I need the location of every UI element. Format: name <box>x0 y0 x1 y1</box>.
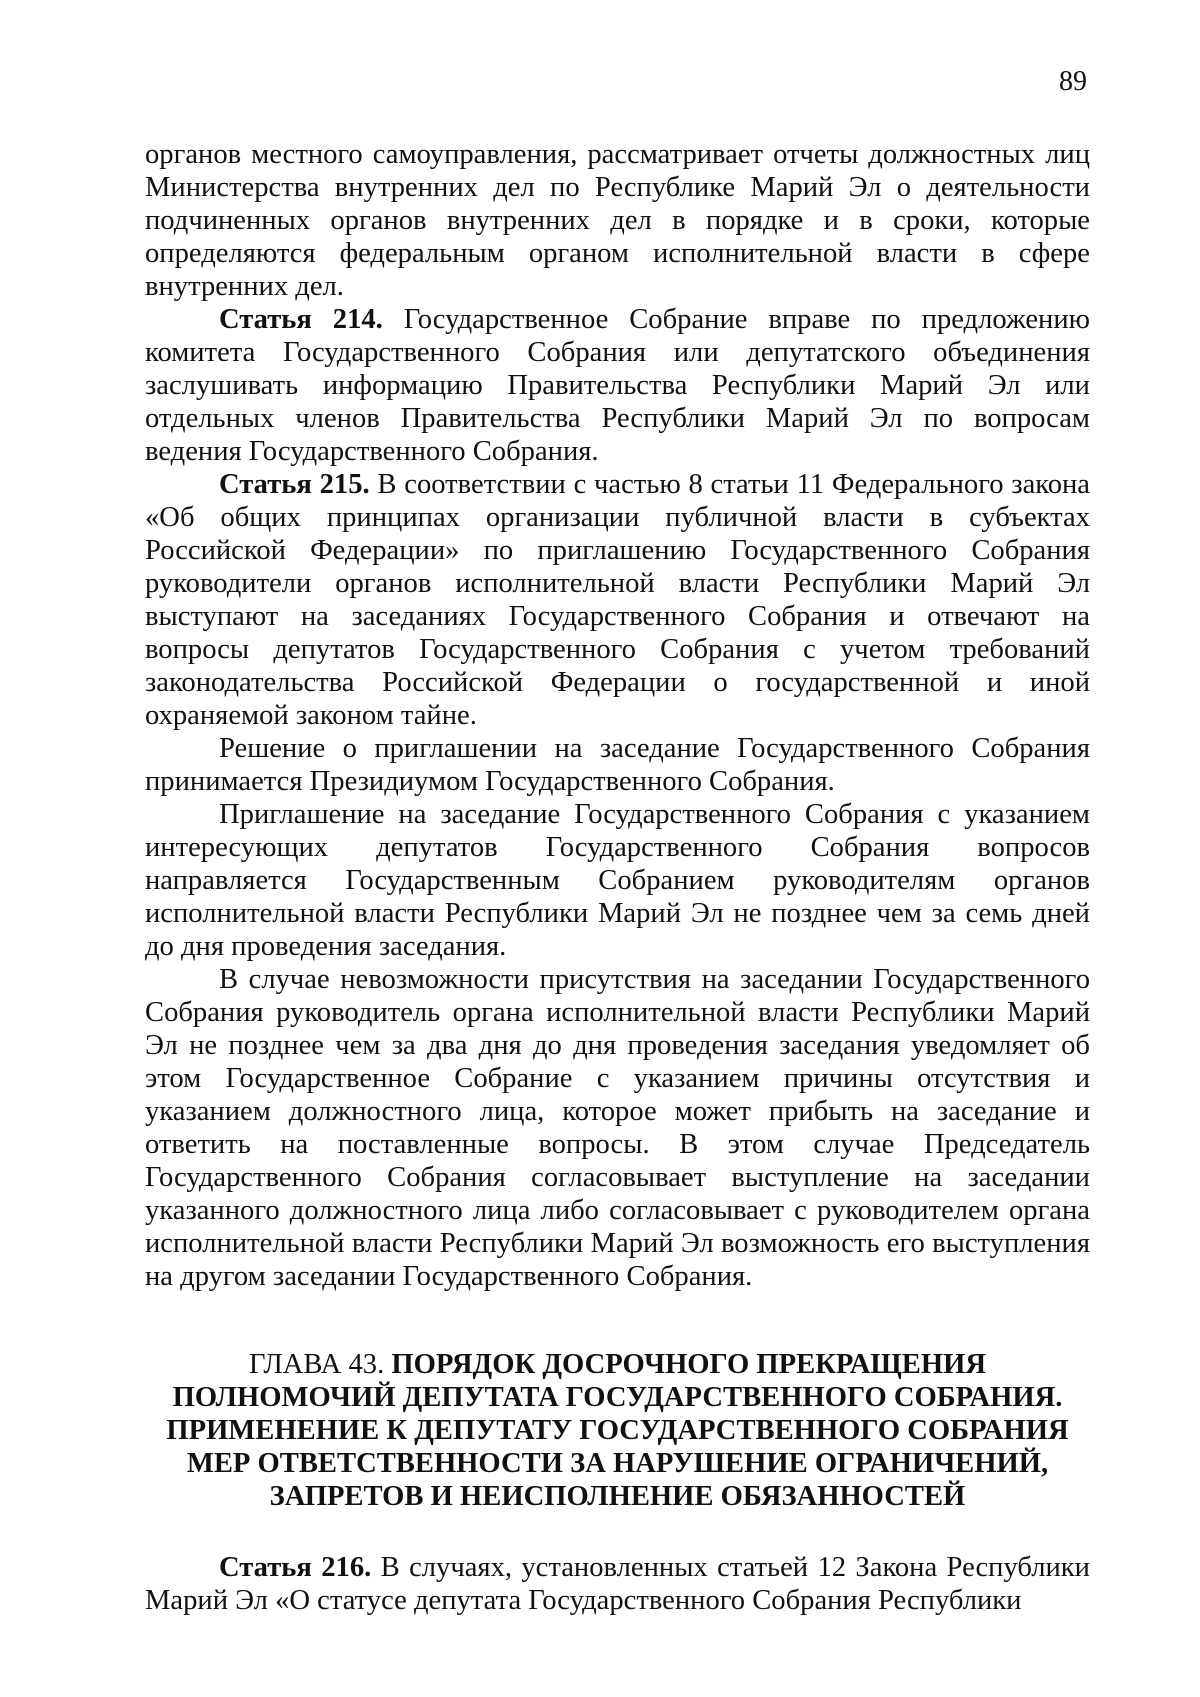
paragraph-text: В случае невозможности присутствия на заседании Государственного Собрания руководитель органа исполнительной власти Республики Марий Эл не позднее чем за два дня до дня проведения заседания уведомляет об этом Государственное Собрание с указанием причины отсутствия и указанием должностного лица, которое может прибыть на заседание и ответить на поставленные вопросы. В этом случае Председатель Государственного Собрания согласовывает выступление на заседании указанного должностного лица либо согласовывает с руководителем органа исполнительной власти Республики Марий Эл возможность его выступления на другом заседании Государственного Собрания. <box>145 964 1090 1292</box>
paragraph-text: Решение о приглашении на заседание Государственного Собрания принимается Президиумом Государственного Собрания. <box>145 733 1090 797</box>
article-label: Статья 215. <box>219 469 370 500</box>
chapter-number: ГЛАВА 43. <box>248 1349 392 1380</box>
chapter-title: ПОРЯДОК ДОСРОЧНОГО ПРЕКРАЩЕНИЯ ПОЛНОМОЧИЙ ДЕПУТАТА ГОСУДАРСТВЕННОГО СОБРАНИЯ. ПРИМЕНЕНИЕ К ДЕПУТАТУ ГОСУДАРСТВЕННОГО СОБРАНИЯ МЕР ОТВЕТСТВЕННОСТИ ЗА НАРУШЕНИЕ ОГРАНИЧЕНИЙ, ЗАПРЕТОВ И НЕИСПОЛНЕНИЕ ОБЯЗАННОСТЕЙ <box>166 1349 1069 1512</box>
paragraph-text: органов местного самоуправления, рассматривает отчеты должностных лиц Министерства внутренних дел по Республике Марий Эл о деятельности подчиненных органов внутренних дел в порядке и в сроки, которые определяются федеральным органом исполнительной власти в сфере внутренних дел. <box>145 139 1090 302</box>
article-label: Статья 214. <box>219 304 383 335</box>
page-number: 89 <box>1059 66 1087 97</box>
paragraph-text: В случаях, установленных статьей 12 Закона Республики Марий Эл «О статусе депутата Государственного Собрания Республики <box>145 1552 1090 1616</box>
article-215 <box>145 468 1090 732</box>
paragraph-invitation-sending <box>145 798 1090 963</box>
article-label: Статья 216. <box>219 1552 372 1583</box>
paragraph-invitation-decision <box>145 732 1090 798</box>
document-body <box>145 138 1090 1617</box>
paragraph-text: В соответствии с частью 8 статьи 11 Федерального закона «Об общих принципах организации публичной власти в субъектах Российской Федерации» по приглашению Государственного Собрания руководители органов исполнительной власти Республики Марий Эл выступают на заседаниях Государственного Собрания и отвечают на вопросы депутатов Государственного Собрания с учетом требований законодательства Российской Федерации о государственной и иной охраняемой законом тайне. <box>145 469 1090 731</box>
paragraph-text: Приглашение на заседание Государственного Собрания с указанием интересующих депутатов Государственного Собрания вопросов направляется Государственным Собранием руководителям органов исполнительной власти Республики Марий Эл не позднее чем за семь дней до дня проведения заседания. <box>145 799 1090 962</box>
article-214 <box>145 303 1090 468</box>
paragraph-continuation <box>145 138 1090 303</box>
article-216 <box>145 1551 1090 1617</box>
paragraph-absence-notice <box>145 963 1090 1293</box>
chapter-heading <box>145 1348 1090 1513</box>
paragraph-text: Государственное Собрание вправе по предложению комитета Государственного Собрания или депутатского объединения заслушивать информацию Правительства Республики Марий Эл или отдельных членов Правительства Республики Марий Эл по вопросам ведения Государственного Собрания. <box>145 304 1090 467</box>
